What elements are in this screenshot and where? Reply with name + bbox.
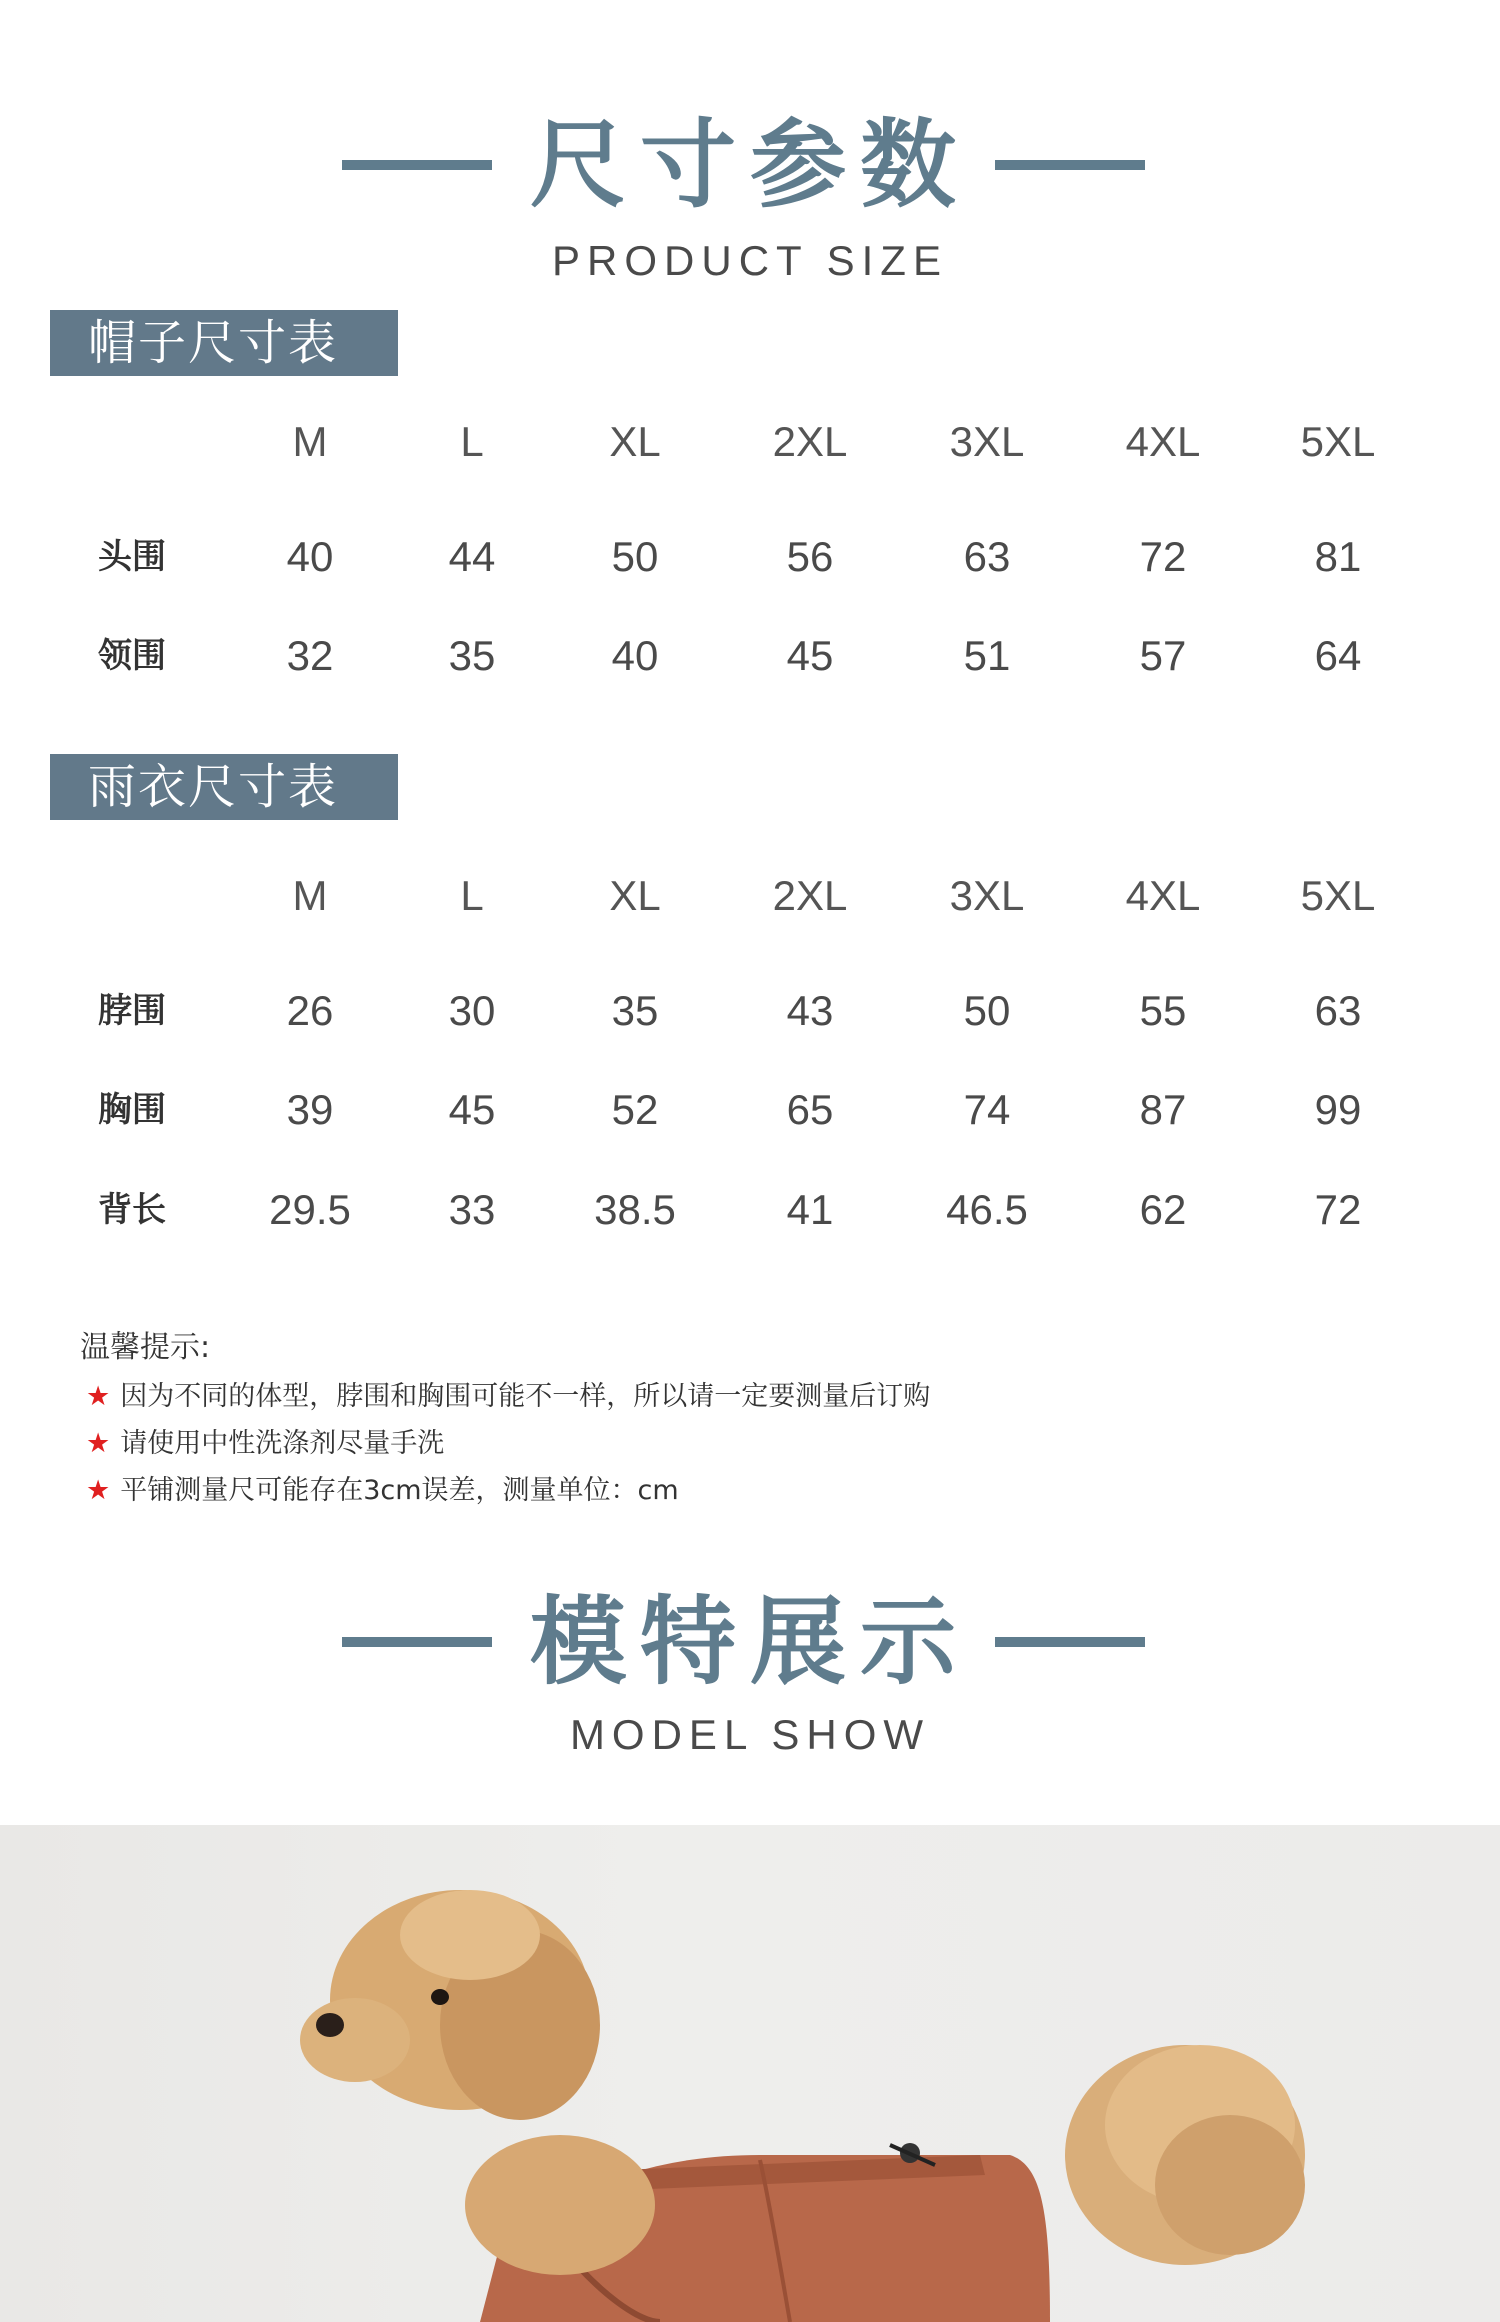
size-header-3xl: 3XL <box>949 872 1025 919</box>
size-section-title: 尺寸参数 <box>530 109 970 221</box>
table-cell: 29.5 <box>269 1186 351 1233</box>
table-cell: 26 <box>286 987 334 1034</box>
size-header-xl: XL <box>609 872 661 919</box>
size-header-5xl: 5XL <box>1300 872 1376 919</box>
table-cell: 44 <box>448 533 496 580</box>
size-section-subtitle: PRODUCT SIZE <box>552 237 948 284</box>
table-cell: 32 <box>286 632 334 679</box>
table-cell: 72 <box>1139 533 1187 580</box>
model-section-subtitle: MODEL SHOW <box>569 1711 931 1758</box>
table-cell: 30 <box>448 987 496 1034</box>
size-header-4xl: 4XL <box>1125 418 1201 465</box>
table-cell: 38.5 <box>594 1186 676 1233</box>
size-header-2xl: 2XL <box>772 418 848 465</box>
table-cell: 35 <box>448 632 496 679</box>
model-section-title: 模特展示 <box>530 1586 970 1698</box>
dog-neck <box>465 2135 655 2275</box>
dog-in-raincoat-illustration <box>0 1825 1500 2322</box>
table-cell: 39 <box>286 1086 334 1133</box>
table-cell: 45 <box>786 632 834 679</box>
size-header-2xl: 2XL <box>772 872 848 919</box>
table-cell: 50 <box>611 533 659 580</box>
note-item <box>86 1424 444 1464</box>
row-label-head: 头围 <box>98 537 166 577</box>
table-cell: 55 <box>1139 987 1187 1034</box>
table-cell: 33 <box>448 1186 496 1233</box>
note-text: 因为不同的体型，脖围和胸围可能不一样，所以请一定要测量后订购 <box>120 1381 931 1412</box>
hat-table-label: 帽子尺寸表 <box>50 310 398 376</box>
table-cell: 43 <box>786 987 834 1034</box>
size-header-m: M <box>292 872 328 919</box>
star-icon: ★ <box>86 1381 111 1412</box>
row-label-chest: 胸围 <box>98 1090 166 1130</box>
table-cell: 63 <box>963 533 1011 580</box>
table-cell: 40 <box>286 533 334 580</box>
table-cell: 87 <box>1139 1086 1187 1133</box>
table-cell: 40 <box>611 632 659 679</box>
table-cell: 64 <box>1314 632 1362 679</box>
table-cell: 52 <box>611 1086 659 1133</box>
row-label-neck: 脖围 <box>98 991 166 1031</box>
table-cell: 35 <box>611 987 659 1034</box>
table-cell: 72 <box>1314 1186 1362 1233</box>
size-header-l: L <box>460 872 484 919</box>
table-cell: 41 <box>786 1186 834 1233</box>
note-item <box>86 1471 679 1511</box>
notes-title: 温馨提示: <box>80 1330 211 1365</box>
table-cell: 46.5 <box>946 1186 1028 1233</box>
star-icon: ★ <box>86 1475 111 1506</box>
size-header-4xl: 4XL <box>1125 872 1201 919</box>
dog-tail <box>1065 2045 1305 2265</box>
size-header-3xl: 3XL <box>949 418 1025 465</box>
table-cell: 99 <box>1314 1086 1362 1133</box>
table-cell: 56 <box>786 533 834 580</box>
table-cell: 45 <box>448 1086 496 1133</box>
size-header-m: M <box>292 418 328 465</box>
table-cell: 65 <box>786 1086 834 1133</box>
table-cell: 63 <box>1314 987 1362 1034</box>
raincoat-table-label: 雨衣尺寸表 <box>50 754 398 820</box>
note-item <box>86 1377 930 1417</box>
model-photo <box>0 1825 1500 2322</box>
table-cell: 57 <box>1139 632 1187 679</box>
table-cell: 74 <box>963 1086 1011 1133</box>
table-cell: 62 <box>1139 1186 1187 1233</box>
size-header-xl: XL <box>609 418 661 465</box>
note-text: 平铺测量尺可能存在3cm误差，测量单位：cm <box>120 1475 679 1506</box>
star-icon: ★ <box>86 1428 111 1459</box>
note-text: 请使用中性洗涤剂尽量手洗 <box>120 1428 445 1459</box>
size-header-5xl: 5XL <box>1300 418 1376 465</box>
row-label-collar: 领围 <box>98 636 166 676</box>
dog-head <box>300 1890 600 2120</box>
table-cell: 51 <box>963 632 1011 679</box>
size-header-l: L <box>460 418 484 465</box>
table-cell: 50 <box>963 987 1011 1034</box>
table-cell: 81 <box>1314 533 1362 580</box>
row-label-back-length: 背长 <box>98 1190 166 1230</box>
